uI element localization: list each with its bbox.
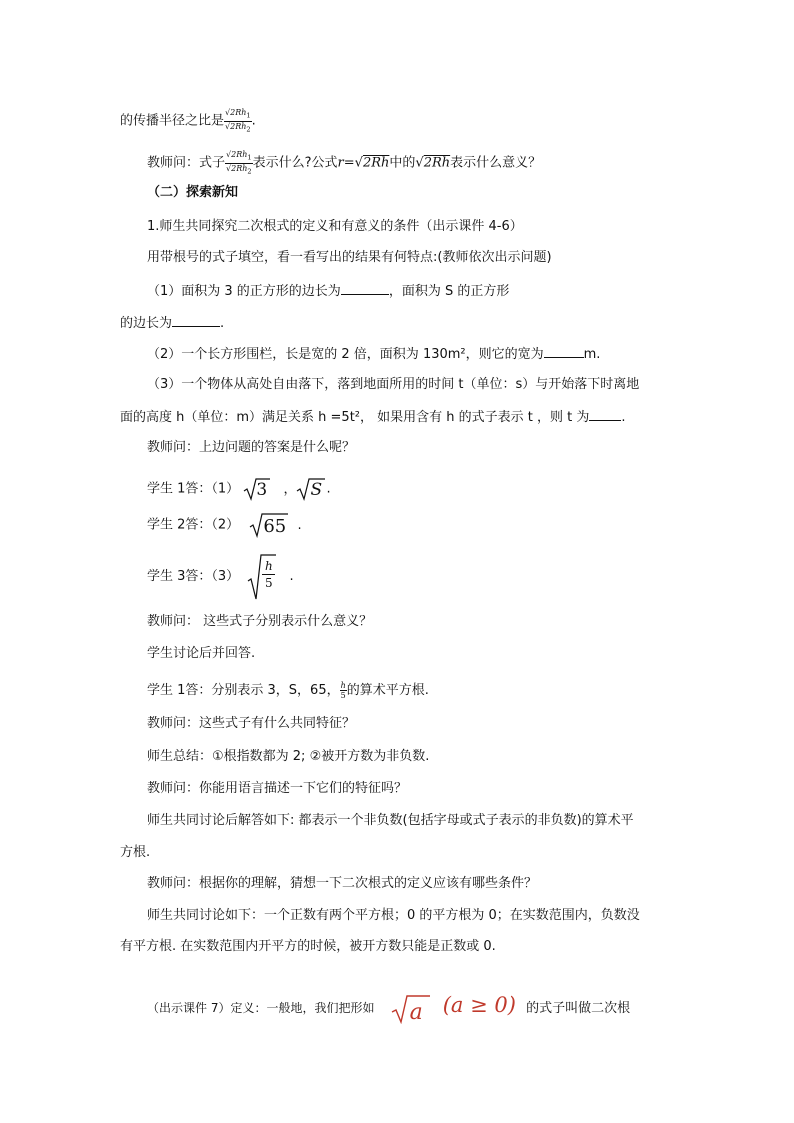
discussion-answer: 师生共同讨论后解答如下: 都表示一个非负数(包括字母或式子表示的非负数)的算术平 <box>147 813 634 828</box>
teacher-question-4: 教师问：这些式子有什么共同特征？ <box>147 716 356 731</box>
text: 的传播半径之比是 <box>120 113 225 129</box>
answer-blank <box>172 314 220 327</box>
sqrt-2rh: √2Rh <box>415 155 451 171</box>
question-2 <box>147 345 600 363</box>
separator: ， <box>283 481 297 497</box>
text: 面的高度 h（单位：m）满足关系 h =5t²， 如果用含有 h 的式子表示 t ，则 t 为 <box>120 410 590 425</box>
text: （1）面积为 3 的正方形的边长为 <box>147 284 341 299</box>
answer-blank <box>544 345 584 358</box>
teacher-question-2: 教师问：上边问题的答案是什么呢？ <box>147 440 356 455</box>
teacher-question-6: 教师问：根据你的理解，猜想一下二次根式的定义应该有哪些条件？ <box>147 876 538 891</box>
student-2-answer <box>147 512 302 538</box>
text: 表示什么意义？ <box>450 155 542 171</box>
period: . <box>297 517 302 533</box>
sqrt-2rh: √2Rh <box>354 155 390 171</box>
student-1-meaning <box>147 681 429 700</box>
text: 学生 1答：分别表示 3，S，65， <box>147 683 340 698</box>
text: . <box>220 316 225 331</box>
section-heading: （二）探索新知 <box>147 185 239 200</box>
student-1-answer <box>147 477 331 501</box>
period: . <box>326 481 331 497</box>
question-1-cont <box>120 314 224 332</box>
para-2: 用带根号的式子填空，看一看写出的结果有何特点:(教师依次出示问题) <box>147 250 552 265</box>
text: 学生 2答：（2） <box>147 517 240 533</box>
condition-a-nonnegative: (a ≥ 0) <box>442 993 516 1017</box>
discussion-answer-cont: 方根. <box>120 845 151 860</box>
text: 中的 <box>389 155 416 171</box>
student-discussion: 学生讨论后并回答. <box>147 646 256 661</box>
question-1 <box>147 282 509 300</box>
student-3-answer <box>147 552 294 602</box>
text: . <box>621 410 626 425</box>
text: m. <box>583 347 601 362</box>
text: 表示什么?公式 <box>252 155 338 171</box>
sqrt-s: S <box>296 477 326 501</box>
answer-blank <box>589 408 621 421</box>
discussion-conclusion: 师生共同讨论如下：一个正数有两个平方根；0 的平方根为 0；在实数范围内，负数没 <box>147 908 640 923</box>
text: ，面积为 S 的正方形 <box>388 284 510 299</box>
text: 的边长为 <box>120 316 173 331</box>
text: 学生 3答：（3） <box>147 569 240 584</box>
answer-blank <box>341 282 389 295</box>
discussion-conclusion-cont: 有平方根. 在实数范围内开平方的时候，被开方数只能是正数或 0. <box>120 939 496 954</box>
text: （出示课件 7）定义：一般地，我们把形如 <box>147 1001 375 1015</box>
text: 的式子叫做二次根 <box>526 1001 631 1016</box>
teacher-question-3: 教师问： 这些式子分别表示什么意义？ <box>147 614 373 629</box>
summary: 师生总结：①根指数都为 2; ②被开方数为非负数. <box>147 749 430 764</box>
ratio-line <box>120 108 256 134</box>
text: 的算术平方根. <box>346 683 429 698</box>
question-3-cont <box>120 408 626 426</box>
text: 教师问：式子 <box>147 155 226 171</box>
formula-r: r= <box>337 155 355 171</box>
ratio-fraction: $\frac{√2Rh_1}{√2Rh_2}$ <box>225 108 251 134</box>
sqrt-65: 65 <box>249 512 289 538</box>
period: . <box>251 113 256 129</box>
teacher-question-5: 教师问：你能用语言描述一下它们的特征吗？ <box>147 781 408 796</box>
sqrt-h-over-5: h 5 <box>247 553 277 601</box>
text: 学生 1答：（1） <box>147 481 240 497</box>
teacher-question-formula <box>147 150 541 176</box>
text: （2）一个长方形围栏，长是宽的 2 倍，面积为 130m²，则它的宽为 <box>147 347 544 362</box>
period: . <box>289 569 294 584</box>
h-over-5-fraction: $\frac{h}{5}$ <box>340 681 346 700</box>
definition-line <box>147 990 630 1024</box>
ratio-fraction: $\frac{√2Rh_1}{√2Rh_2}$ <box>226 150 252 176</box>
question-3: （3）一个物体从高处自由落下，落到地面所用的时间 t（单位：s）与开始落下时离地 <box>147 377 640 392</box>
sqrt-a: a <box>391 994 431 1024</box>
para-1: 1.师生共同探究二次根式的定义和有意义的条件（出示课件 4-6） <box>147 219 523 234</box>
sqrt-3: 3 <box>243 477 271 501</box>
